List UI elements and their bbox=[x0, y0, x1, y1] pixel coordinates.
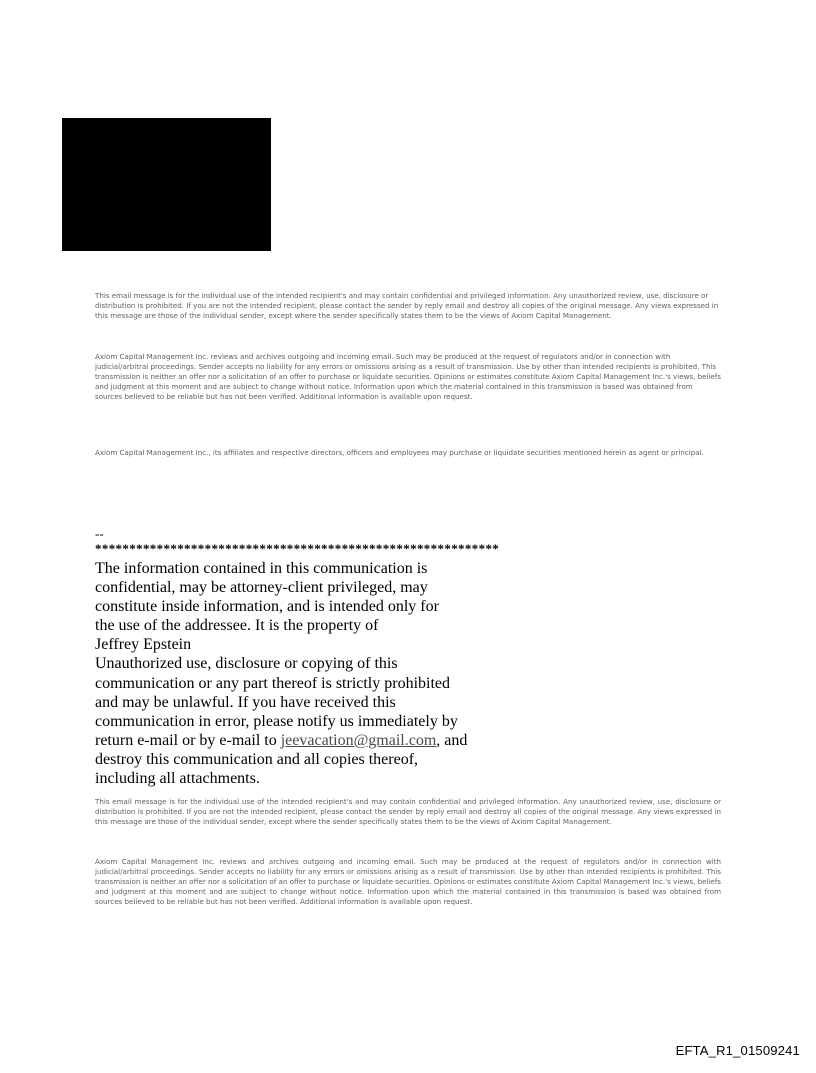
disclaimer-top-paragraph-2: Axiom Capital Management Inc. reviews and archives outgoing and incoming email. Such may be produced at the request of regulators and/or in connection with judicial/arbitral proceedings. Sender accepts no liability for any errors or omissions arising as a result of transmission. Use by other than intended recipients is prohibited. This transmission is neither an offer nor a solicitation of an offer to purchase or liquidate securities. Opinions or estimates constitute Axiom Capital Management Inc.'s views, beliefs and judgment at this moment and are subject to change without notice. Information upon which the material contained in this transmission is based was obtained from sources believed to be reliable but has not been verified. Additional information is available upon request. bbox=[95, 352, 721, 401]
disclaimer-bottom-paragraph-1: This email message is for the individual use of the intended recipient's and may contain confidential and privileged information. Any unauthorized review, use, disclosure or distribution is prohibited. If you are not the intended recipient, please contact the sender by reply email and destroy all copies of the original message. Any views expressed in this message are those of the individual sender, except where the sender specifically states them to be the views of Axiom Capital Management. bbox=[95, 797, 721, 826]
notice-line: constitute inside information, and is intended only for bbox=[95, 598, 439, 616]
notice-line-suffix: , and bbox=[436, 731, 468, 749]
notice-line: The information contained in this communication is bbox=[95, 560, 428, 577]
notice-line: including all attachments. bbox=[95, 770, 260, 788]
notice-line: Unauthorized use, disclosure or copying of this bbox=[95, 655, 398, 673]
notice-line: communication in error, please notify us immediately by bbox=[95, 712, 458, 730]
notice-line: destroy this communication and all copies thereof, bbox=[95, 750, 419, 768]
notice-line-email bbox=[95, 731, 485, 750]
email-link[interactable]: jeevacation@gmail.com bbox=[280, 731, 437, 749]
signature-separator: -- bbox=[95, 526, 104, 541]
confidentiality-notice bbox=[95, 559, 485, 788]
notice-line: the use of the addressee. It is the property of bbox=[95, 617, 379, 635]
disclaimer-top-paragraph-3: Axiom Capital Management Inc., its affiliates and respective directors, officers and employees may purchase or liquidate securities mentioned herein as agent or principal. bbox=[95, 448, 704, 457]
notice-line: and may be unlawful. If you have received this bbox=[95, 693, 396, 711]
notice-line: confidential, may be attorney-client privileged, may bbox=[95, 579, 428, 597]
notice-line-prefix: return e-mail or by e-mail to bbox=[95, 731, 281, 749]
notice-line: communication or any part thereof is strictly prohibited bbox=[95, 674, 451, 692]
notice-line: Jeffrey Epstein bbox=[95, 636, 192, 654]
asterisk-divider: *********************************************************** bbox=[95, 541, 500, 556]
document-id: EFTA_R1_01509241 bbox=[675, 1043, 800, 1058]
disclaimer-bottom-paragraph-2: Axiom Capital Management Inc. reviews and archives outgoing and incoming email. Such may be produced at the request of regulators and/or in connection with judicial/arbitral proceedings. Sender accepts no liability for any errors or omissions arising as a result of transmission. Use by other than intended recipients is prohibited. This transmission is neither an offer nor a solicitation of an offer to purchase or liquidate securities. Opinions or estimates constitute Axiom Capital Management Inc.'s views, beliefs and judgment at this moment and are subject to change without notice. Information upon which the material contained in this transmission is based was obtained from sources believed to be reliable but has not been verified. Additional information is available upon request. bbox=[95, 857, 721, 906]
disclaimer-top-paragraph-1: This email message is for the individual use of the intended recipient's and may contain confidential and privileged information. Any unauthorized review, use, disclosure or distribution is prohibited. If you are not the intended recipient, please contact the sender by reply email and destroy all copies of the original message. Any views expressed in this message are those of the individual sender, except where the sender specifically states them to be the views of Axiom Capital Management. bbox=[95, 291, 719, 320]
redaction-block bbox=[62, 118, 271, 251]
